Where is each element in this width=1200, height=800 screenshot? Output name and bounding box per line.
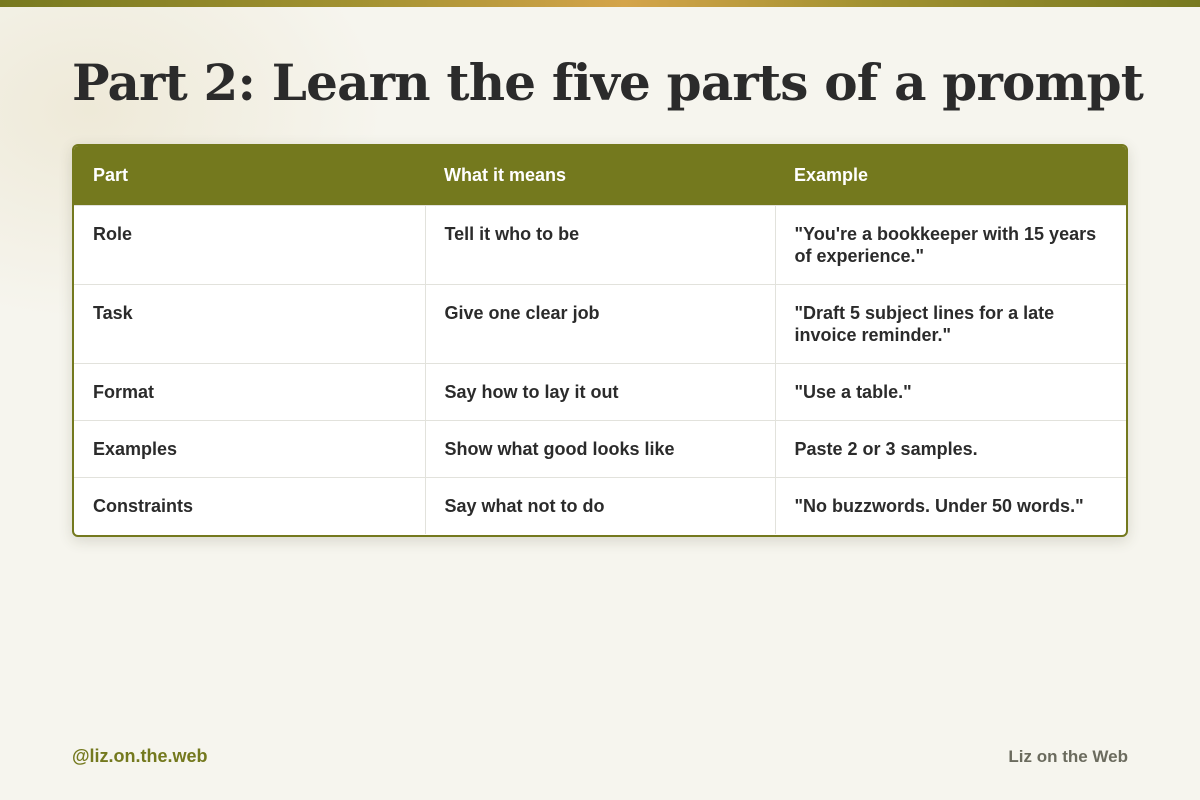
top-accent-bar: [0, 0, 1200, 7]
cell-meaning: Say how to lay it out: [425, 363, 775, 420]
cell-part: Task: [74, 284, 425, 363]
cell-example: "Use a table.": [775, 363, 1126, 420]
footer-brand: Liz on the Web: [1008, 747, 1128, 766]
cell-example: "You're a bookkeeper with 15 years of experience.": [775, 205, 1126, 284]
cell-example: "No buzzwords. Under 50 words.": [775, 477, 1126, 534]
table-row: [74, 420, 1126, 477]
cell-meaning: Show what good looks like: [425, 420, 775, 477]
footer-handle: @liz.on.the.web: [72, 746, 208, 766]
table-header-row: [74, 146, 1126, 205]
column-header-example: Example: [794, 164, 869, 185]
table-row: [74, 205, 1126, 284]
cell-meaning: Say what not to do: [425, 477, 775, 534]
table: [74, 146, 1126, 534]
page-title: Part 2: Learn the five parts of a prompt: [72, 53, 1144, 112]
cell-part: Constraints: [74, 477, 425, 534]
cell-part: Examples: [74, 420, 425, 477]
prompt-parts-table: [72, 144, 1128, 537]
column-header-meaning: What it means: [444, 164, 567, 185]
cell-part: Role: [74, 205, 425, 284]
table-row: [74, 284, 1126, 363]
cell-meaning: Tell it who to be: [425, 205, 775, 284]
column-header-part: Part: [93, 164, 129, 185]
cell-example: "Draft 5 subject lines for a late invoice reminder.": [775, 284, 1126, 363]
table-row: [74, 363, 1126, 420]
cell-example: Paste 2 or 3 samples.: [775, 420, 1126, 477]
cell-meaning: Give one clear job: [425, 284, 775, 363]
cell-part: Format: [74, 363, 425, 420]
table-row: [74, 477, 1126, 534]
